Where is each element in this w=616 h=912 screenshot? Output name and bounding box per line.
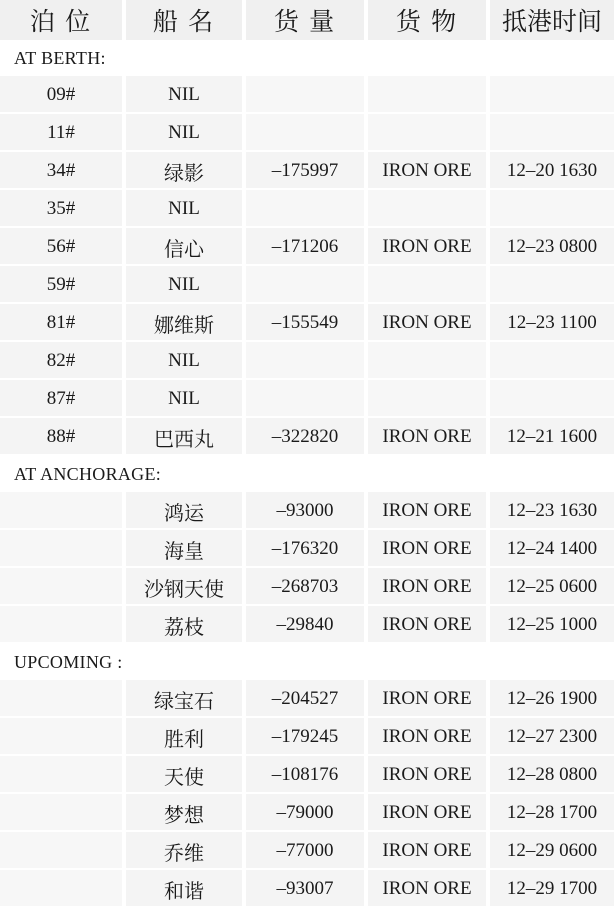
section-title: UPCOMING :	[0, 644, 616, 680]
table-row	[0, 266, 616, 304]
header-vessel: 船 名	[126, 0, 244, 40]
cell-cargo	[368, 114, 488, 152]
cell-quantity: –175997	[246, 152, 366, 190]
cell-berth	[0, 832, 124, 870]
cell-eta: 12–28 0800	[490, 756, 616, 794]
row-divider	[0, 906, 616, 908]
section-title: AT ANCHORAGE:	[0, 456, 616, 492]
section-title: AT BERTH:	[0, 40, 616, 76]
cell-eta: 12–29 1700	[490, 870, 616, 908]
cell-eta	[490, 342, 616, 380]
cell-cargo: IRON ORE	[368, 794, 488, 832]
cell-berth	[0, 530, 124, 568]
cell-eta: 12–25 0600	[490, 568, 616, 606]
header-quantity: 货 量	[246, 0, 366, 40]
cell-vessel: NIL	[126, 114, 244, 152]
table-row	[0, 756, 616, 794]
cell-quantity: –268703	[246, 568, 366, 606]
table-row	[0, 76, 616, 114]
cell-quantity: –155549	[246, 304, 366, 342]
cell-eta: 12–29 0600	[490, 832, 616, 870]
cell-berth: 34#	[0, 152, 124, 190]
cell-eta: 12–23 1100	[490, 304, 616, 342]
cell-quantity: –176320	[246, 530, 366, 568]
table-row	[0, 832, 616, 870]
cell-berth: 11#	[0, 114, 124, 152]
cell-vessel: 胜利	[126, 718, 244, 756]
table-row	[0, 228, 616, 266]
cell-vessel: 绿宝石	[126, 680, 244, 718]
table-row	[0, 342, 616, 380]
cell-cargo: IRON ORE	[368, 228, 488, 266]
header-eta: 抵港时间	[490, 0, 616, 40]
cell-vessel: 海皇	[126, 530, 244, 568]
cell-cargo: IRON ORE	[368, 418, 488, 456]
cell-eta: 12–23 1630	[490, 492, 616, 530]
table-row	[0, 304, 616, 342]
cell-berth: 09#	[0, 76, 124, 114]
cell-quantity	[246, 342, 366, 380]
cell-berth: 87#	[0, 380, 124, 418]
cell-vessel: 绿影	[126, 152, 244, 190]
cell-berth: 81#	[0, 304, 124, 342]
cell-eta	[490, 266, 616, 304]
cell-cargo	[368, 342, 488, 380]
cell-cargo	[368, 190, 488, 228]
cell-cargo: IRON ORE	[368, 756, 488, 794]
cell-berth	[0, 870, 124, 908]
cell-vessel: 沙钢天使	[126, 568, 244, 606]
table-row	[0, 606, 616, 644]
cell-quantity: –108176	[246, 756, 366, 794]
cell-berth: 59#	[0, 266, 124, 304]
cell-quantity: –204527	[246, 680, 366, 718]
header-row	[0, 0, 616, 40]
table-row	[0, 418, 616, 456]
cell-quantity	[246, 190, 366, 228]
cell-cargo: IRON ORE	[368, 680, 488, 718]
header-cargo: 货 物	[368, 0, 488, 40]
cell-vessel: NIL	[126, 266, 244, 304]
cell-quantity: –77000	[246, 832, 366, 870]
cell-cargo: IRON ORE	[368, 304, 488, 342]
cell-berth: 82#	[0, 342, 124, 380]
cell-cargo: IRON ORE	[368, 530, 488, 568]
table-row	[0, 718, 616, 756]
cell-eta: 12–28 1700	[490, 794, 616, 832]
cell-vessel: 娜维斯	[126, 304, 244, 342]
header-berth: 泊 位	[0, 0, 124, 40]
cell-vessel: 和谐	[126, 870, 244, 908]
cell-cargo: IRON ORE	[368, 492, 488, 530]
cell-cargo: IRON ORE	[368, 718, 488, 756]
cell-eta	[490, 190, 616, 228]
cell-quantity	[246, 380, 366, 418]
cell-quantity	[246, 266, 366, 304]
cell-vessel: 乔维	[126, 832, 244, 870]
table-row	[0, 152, 616, 190]
cell-quantity: –322820	[246, 418, 366, 456]
cell-cargo	[368, 266, 488, 304]
table-row	[0, 114, 616, 152]
cell-eta: 12–26 1900	[490, 680, 616, 718]
table-row	[0, 380, 616, 418]
cell-quantity: –179245	[246, 718, 366, 756]
cell-cargo	[368, 380, 488, 418]
cell-vessel: 信心	[126, 228, 244, 266]
cell-vessel: NIL	[126, 380, 244, 418]
table-row	[0, 680, 616, 718]
cell-eta	[490, 76, 616, 114]
cell-berth: 56#	[0, 228, 124, 266]
cell-quantity: –93000	[246, 492, 366, 530]
cell-cargo: IRON ORE	[368, 606, 488, 644]
table-row	[0, 870, 616, 908]
table-row	[0, 492, 616, 530]
cell-cargo	[368, 76, 488, 114]
cell-quantity: –29840	[246, 606, 366, 644]
cell-vessel: NIL	[126, 76, 244, 114]
cell-berth: 88#	[0, 418, 124, 456]
cell-cargo: IRON ORE	[368, 870, 488, 908]
cell-vessel: 巴西丸	[126, 418, 244, 456]
cell-eta: 12–23 0800	[490, 228, 616, 266]
cell-quantity: –79000	[246, 794, 366, 832]
table-row	[0, 530, 616, 568]
cell-cargo: IRON ORE	[368, 152, 488, 190]
cell-eta	[490, 114, 616, 152]
cell-berth	[0, 568, 124, 606]
cell-quantity	[246, 114, 366, 152]
cell-quantity: –171206	[246, 228, 366, 266]
cell-cargo: IRON ORE	[368, 832, 488, 870]
cell-vessel: 荔枝	[126, 606, 244, 644]
cell-berth	[0, 606, 124, 644]
table-row	[0, 794, 616, 832]
cell-berth	[0, 756, 124, 794]
cell-eta: 12–27 2300	[490, 718, 616, 756]
table-row	[0, 190, 616, 228]
cell-vessel: 梦想	[126, 794, 244, 832]
cell-eta	[490, 380, 616, 418]
cell-eta: 12–20 1630	[490, 152, 616, 190]
cell-berth	[0, 680, 124, 718]
cell-vessel: NIL	[126, 342, 244, 380]
cell-vessel: 鸿运	[126, 492, 244, 530]
cell-berth: 35#	[0, 190, 124, 228]
cell-quantity	[246, 76, 366, 114]
cell-vessel: 天使	[126, 756, 244, 794]
cell-eta: 12–21 1600	[490, 418, 616, 456]
cell-cargo: IRON ORE	[368, 568, 488, 606]
cell-quantity: –93007	[246, 870, 366, 908]
cell-berth	[0, 794, 124, 832]
cell-berth	[0, 492, 124, 530]
cell-vessel: NIL	[126, 190, 244, 228]
cell-eta: 12–24 1400	[490, 530, 616, 568]
cell-eta: 12–25 1000	[490, 606, 616, 644]
table-row	[0, 568, 616, 606]
cell-berth	[0, 718, 124, 756]
